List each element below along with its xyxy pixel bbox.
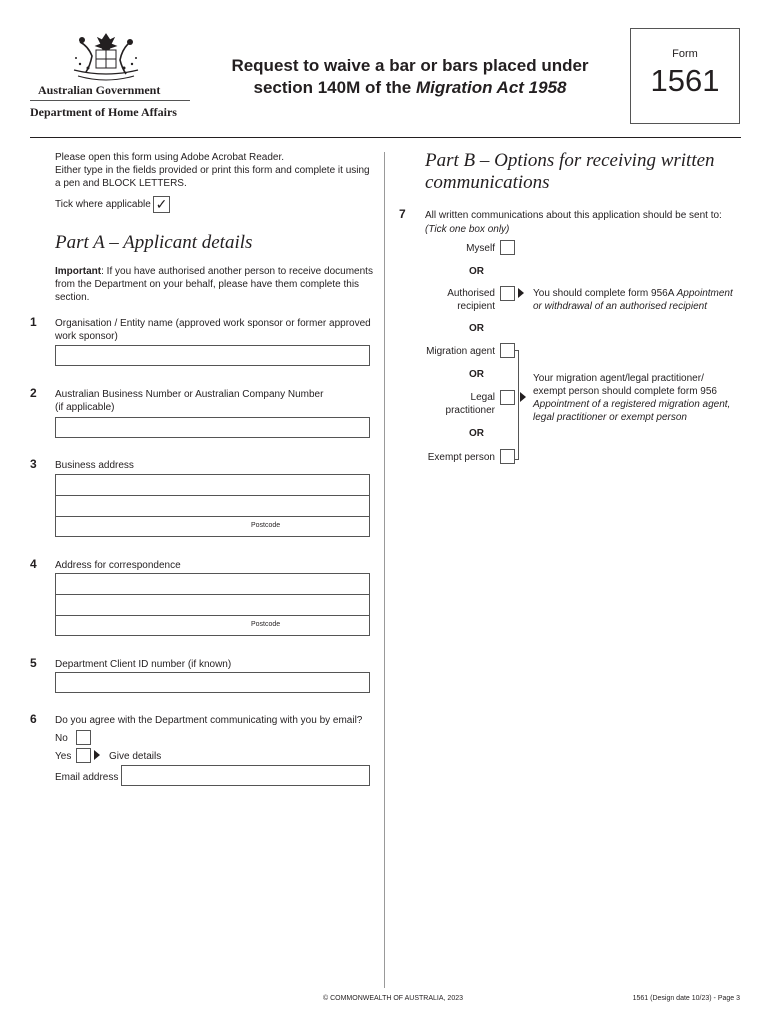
title-line-2: section 140M of the Migration Act 1958 bbox=[253, 78, 567, 97]
q5-number: 5 bbox=[30, 656, 37, 670]
authorised-recipient-info bbox=[533, 287, 743, 313]
footer-copyright: © COMMONWEALTH OF AUSTRALIA, 2023 bbox=[323, 995, 463, 1002]
agent-info-line-1: Your migration agent/legal practitioner/ bbox=[533, 373, 704, 384]
authorised-info-italic-1: Appointment bbox=[676, 288, 733, 299]
intro-text bbox=[55, 151, 375, 190]
agent-info-line-4: legal practitioner or exempt person bbox=[533, 412, 687, 423]
part-b-heading-line-1: Part B – Options for receiving written bbox=[425, 150, 715, 171]
q2-line-2: (if applicable) bbox=[55, 402, 115, 413]
form-number-box bbox=[630, 28, 740, 124]
client-id-input[interactable] bbox=[55, 672, 370, 693]
q7-label: All written communications about this application should be sent to: bbox=[425, 210, 722, 221]
header-rule-left bbox=[30, 100, 190, 101]
legal-line-1: Legal bbox=[470, 392, 495, 403]
arrow-right-icon bbox=[518, 288, 524, 298]
intro-line-1: Please open this form using Adobe Acrobat Reader. bbox=[55, 152, 285, 163]
column-divider bbox=[384, 152, 385, 988]
tick-label: Tick where applicable bbox=[55, 199, 151, 210]
q1-number: 1 bbox=[30, 315, 37, 329]
q3-number: 3 bbox=[30, 457, 37, 471]
correspondence-address-line-3[interactable] bbox=[55, 615, 370, 636]
coat-of-arms-logo bbox=[68, 28, 144, 82]
authorised-recipient-checkbox[interactable] bbox=[500, 286, 515, 301]
intro-line-3: a pen and BLOCK LETTERS. bbox=[55, 178, 187, 189]
title-line-1: Request to waive a bar or bars placed under bbox=[231, 56, 589, 75]
business-address-line-2[interactable] bbox=[55, 495, 370, 517]
tick-example-box bbox=[153, 196, 170, 213]
important-text: : If you have authorised another person to receive documents bbox=[101, 266, 373, 277]
agent-info-line-3: Appointment of a registered migration agent, bbox=[533, 399, 731, 410]
q6-yes-checkbox[interactable] bbox=[76, 748, 91, 763]
q4-number: 4 bbox=[30, 557, 37, 571]
q4-label: Address for correspondence bbox=[55, 560, 181, 571]
q3-label: Business address bbox=[55, 460, 134, 471]
form-label: Form bbox=[672, 48, 698, 60]
correspondence-address-line-2[interactable] bbox=[55, 594, 370, 616]
q6-no-checkbox[interactable] bbox=[76, 730, 91, 745]
arrow-right-icon bbox=[94, 750, 100, 760]
important-label: Important bbox=[55, 266, 102, 277]
q7-number: 7 bbox=[399, 207, 406, 221]
abn-acn-input[interactable] bbox=[55, 417, 370, 438]
authorised-recipient-label bbox=[400, 287, 495, 313]
or-label-1: OR bbox=[469, 266, 484, 277]
migration-agent-label: Migration agent bbox=[426, 346, 495, 357]
important-note bbox=[55, 265, 375, 304]
q5-label: Department Client ID number (if known) bbox=[55, 659, 232, 670]
business-address-line-3[interactable] bbox=[55, 516, 370, 537]
correspondence-address-line-1[interactable] bbox=[55, 573, 370, 595]
act-name: Migration Act 1958 bbox=[415, 78, 567, 97]
q1-line-2: work sponsor) bbox=[55, 331, 118, 342]
business-postcode-label: Postcode bbox=[251, 522, 281, 529]
q2-number: 2 bbox=[30, 386, 37, 400]
legal-practitioner-label bbox=[400, 391, 495, 417]
intro-line-2: Either type in the fields provided or print this form and complete it using bbox=[55, 165, 370, 176]
legal-practitioner-checkbox[interactable] bbox=[500, 390, 515, 405]
email-input[interactable] bbox=[121, 765, 370, 786]
q2-line-1: Australian Business Number or Australian Company Number bbox=[55, 389, 324, 400]
authorised-line-1: Authorised bbox=[447, 288, 495, 299]
email-label: Email address bbox=[55, 772, 119, 783]
correspondence-postcode-label: Postcode bbox=[251, 621, 281, 628]
legal-line-2: practitioner bbox=[445, 405, 495, 416]
give-details-label: Give details bbox=[109, 751, 162, 762]
exempt-person-checkbox[interactable] bbox=[500, 449, 515, 464]
dept-name: Department of Home Affairs bbox=[30, 105, 177, 119]
organisation-name-input[interactable] bbox=[55, 345, 370, 366]
q7-note: (Tick one box only) bbox=[425, 224, 510, 235]
authorised-line-2: recipient bbox=[457, 301, 495, 312]
myself-checkbox[interactable] bbox=[500, 240, 515, 255]
q6-number: 6 bbox=[30, 712, 37, 726]
part-b-heading bbox=[425, 150, 715, 194]
form-number: 1561 bbox=[650, 63, 720, 98]
exempt-person-label: Exempt person bbox=[427, 452, 495, 463]
footer-page-info: 1561 (Design date 10/23) - Page 3 bbox=[632, 995, 740, 1002]
part-a-heading: Part A – Applicant details bbox=[55, 232, 253, 253]
or-label-4: OR bbox=[469, 428, 484, 439]
q1-label bbox=[55, 317, 375, 343]
option-bracket bbox=[515, 350, 519, 460]
authorised-info-italic-2: or withdrawal of an authorised recipient bbox=[533, 301, 707, 312]
authorised-info-text: You should complete form 956A bbox=[533, 288, 677, 299]
part-b-heading-line-2: communications bbox=[425, 172, 550, 193]
q1-line-1: Organisation / Entity name (approved work sponsor or former approved bbox=[55, 318, 371, 329]
or-label-2: OR bbox=[469, 323, 484, 334]
header-divider bbox=[30, 137, 741, 138]
q6-yes-label: Yes bbox=[55, 751, 72, 762]
agent-info bbox=[533, 372, 748, 424]
form-title bbox=[200, 55, 620, 99]
q6-no-label: No bbox=[55, 733, 68, 744]
important-line-2: from the Department on your behalf, please have them complete this bbox=[55, 279, 360, 290]
myself-label: Myself bbox=[466, 243, 495, 254]
migration-agent-checkbox[interactable] bbox=[500, 343, 515, 358]
q6-label: Do you agree with the Department communicating with you by email? bbox=[55, 715, 363, 726]
gov-name: Australian Government bbox=[38, 83, 161, 97]
business-address-line-1[interactable] bbox=[55, 474, 370, 496]
or-label-3: OR bbox=[469, 369, 484, 380]
arrow-right-icon bbox=[520, 392, 526, 402]
important-line-3: section. bbox=[55, 292, 90, 303]
agent-info-line-2: exempt person should complete form 956 bbox=[533, 386, 717, 397]
q2-label bbox=[55, 388, 375, 414]
tick-mark: ✓ bbox=[155, 196, 168, 212]
